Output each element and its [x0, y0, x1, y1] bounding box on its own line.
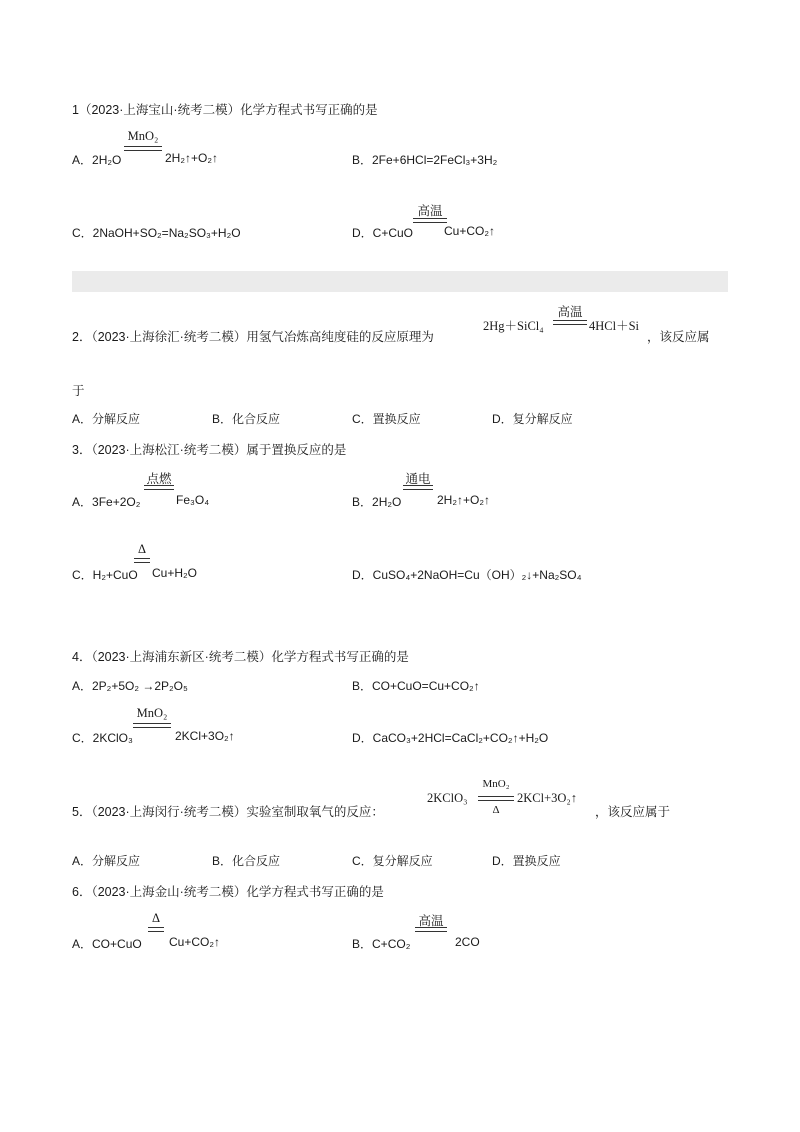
q5-option-b[interactable]: B．化合反应	[212, 854, 281, 868]
q6-option-b[interactable]: B．C+CO₂	[352, 937, 411, 951]
q1-d-equals-sign	[413, 218, 447, 223]
q3-b-condition: 通电	[405, 472, 431, 486]
q3-option-c[interactable]: C．H₂+CuO	[72, 568, 138, 582]
q2-stem-tail: ，该反应属	[647, 330, 710, 344]
q6-option-a[interactable]: A．CO+CuO	[72, 937, 142, 951]
q3-option-a-product: Fe₃O₄	[176, 493, 210, 507]
q1-d-condition: 高温	[417, 204, 443, 218]
q5-equals-sign	[478, 796, 514, 801]
q2-option-a[interactable]: A．分解反应	[72, 412, 141, 426]
q6-stem: 6．（2023·上海金山·统考二模）化学方程式书写正确的是	[72, 885, 384, 899]
q1-option-c[interactable]: C．2NaOH+SO₂=Na₂SO₃+H₂O	[72, 226, 241, 240]
q6-a-condition: Δ	[151, 911, 161, 925]
q1-option-a-product: 2H₂↑+O₂↑	[165, 151, 218, 165]
q4-option-d[interactable]: D．CaCO₃+2HCl=CaCl₂+CO₂↑+H₂O	[352, 731, 549, 745]
q5-option-d[interactable]: D．置换反应	[492, 854, 561, 868]
q5-stem-tail: ，该反应属于	[595, 805, 671, 819]
q6-a-equals-sign	[148, 927, 164, 932]
q2-equals-sign	[553, 320, 587, 325]
q5-equation-left: 2KClO₃	[427, 791, 468, 805]
q4-option-b[interactable]: B．CO+CuO=Cu+CO₂↑	[352, 679, 480, 693]
q5-equation-right: 2KCl+3O₂↑	[517, 791, 578, 805]
q4-c-equals-sign	[133, 723, 171, 728]
q5-stem: 5．（2023·上海闵行·统考二模）实验室制取氧气的反应：	[72, 805, 384, 819]
q4-c-condition: MnO₂	[136, 706, 168, 720]
q4-option-c[interactable]: C．2KClO₃	[72, 731, 133, 745]
q3-a-condition: 点燃	[146, 472, 172, 486]
q2-option-d[interactable]: D．复分解反应	[492, 412, 573, 426]
q3-stem: 3．（2023·上海松江·统考二模）属于置换反应的是	[72, 443, 347, 457]
q2-equation-condition: 高温	[557, 305, 583, 319]
q6-b-condition: 高温	[418, 914, 444, 928]
q1-a-equals-sign	[124, 146, 162, 151]
q3-option-b-product: 2H₂↑+O₂↑	[437, 493, 490, 507]
q2-option-b[interactable]: B．化合反应	[212, 412, 281, 426]
q3-option-c-product: Cu+H₂O	[152, 566, 198, 580]
q2-stem: 2．（2023·上海徐汇·统考二模）用氢气冶炼高纯度硅的反应原理为	[72, 330, 434, 344]
q3-b-equals-sign	[403, 485, 433, 490]
q1-option-a[interactable]: A．2H₂O	[72, 153, 122, 167]
q6-option-b-product: 2CO	[455, 935, 480, 949]
q2-equation-left: 2Hg＋SiCl₄	[483, 319, 544, 333]
q5-equation-heat: Δ	[492, 804, 500, 816]
q3-option-d[interactable]: D．CuSO₄+2NaOH=Cu（OH）₂↓+Na₂SO₄	[352, 568, 582, 582]
section-divider	[72, 271, 728, 292]
q5-equation-catalyst: MnO₂	[482, 778, 510, 790]
q1-option-b[interactable]: B．2Fe+6HCl=2FeCl₃+3H₂	[352, 153, 498, 167]
q2-option-c[interactable]: C．置换反应	[352, 412, 421, 426]
q4-option-a[interactable]: A．2P₂+5O₂ →2P₂O₅	[72, 679, 188, 693]
q3-option-b[interactable]: B．2H₂O	[352, 495, 402, 509]
q1-option-d-product: Cu+CO₂↑	[444, 224, 496, 238]
q3-c-equals-sign	[134, 558, 150, 563]
q5-option-c[interactable]: C．复分解反应	[352, 854, 433, 868]
q3-option-a[interactable]: A．3Fe+2O₂	[72, 495, 141, 509]
q1-a-condition: MnO₂	[127, 129, 159, 143]
q6-option-a-product: Cu+CO₂↑	[169, 935, 221, 949]
q1-stem: 1（2023·上海宝山·统考二模）化学方程式书写正确的是	[72, 103, 378, 117]
q4-stem: 4．（2023·上海浦东新区·统考二模）化学方程式书写正确的是	[72, 650, 409, 664]
q1-option-d[interactable]: D．C+CuO	[352, 226, 414, 240]
q3-a-equals-sign	[144, 485, 174, 490]
q4-option-c-product: 2KCl+3O₂↑	[175, 729, 235, 743]
q2-stem-wrap: 于	[72, 384, 85, 398]
q6-b-equals-sign	[415, 927, 447, 932]
q3-c-condition: Δ	[137, 542, 147, 556]
q5-option-a[interactable]: A．分解反应	[72, 854, 141, 868]
q2-equation-right: 4HCl＋Si	[589, 319, 640, 333]
